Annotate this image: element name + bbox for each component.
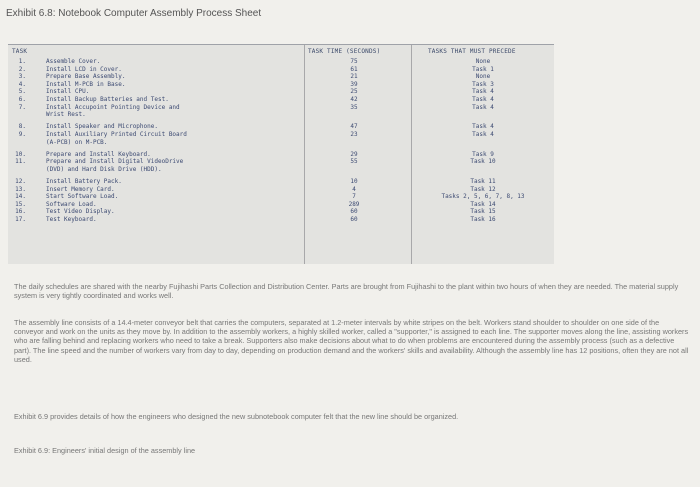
- task-description: Prepare and Install Digital VideoDrive: [46, 158, 184, 166]
- task-description: Test Keyboard.: [46, 216, 97, 224]
- task-description: Install LCD in Cover.: [46, 65, 122, 73]
- task-description: (A-PCB) on M-PCB.: [46, 138, 108, 146]
- task-description: Software Load.: [46, 200, 97, 208]
- task-time: 35: [350, 103, 358, 111]
- process-sheet-table: [8, 44, 554, 264]
- task-number: 3.: [18, 73, 26, 81]
- task-time: 61: [350, 65, 358, 73]
- task-description: Install M-PCB in Base.: [46, 80, 126, 88]
- task-time: 10: [350, 178, 358, 186]
- task-time: 29: [350, 150, 358, 158]
- task-number: 5.: [18, 88, 26, 96]
- task-description: Start Software Load.: [46, 193, 119, 201]
- task-predecessor: Task 12: [470, 185, 496, 193]
- task-number: 14.: [15, 193, 26, 201]
- task-number: 9.: [18, 130, 26, 138]
- task-number: 16.: [15, 208, 26, 216]
- task-description: Wrist Rest.: [46, 111, 86, 119]
- task-time: 47: [350, 123, 358, 131]
- exhibit-title: Exhibit 6.8: Notebook Computer Assembly Process Sheet: [6, 8, 262, 19]
- exhibit-caption: Exhibit 6.9: Engineers' initial design of the assembly line: [14, 446, 196, 455]
- task-number: 15.: [15, 200, 26, 208]
- task-predecessor: Task 4: [472, 103, 494, 111]
- task-description: Assemble Cover.: [46, 58, 101, 65]
- task-time: 25: [350, 88, 358, 96]
- task-number: 11.: [15, 158, 26, 166]
- task-predecessor: Task 4: [472, 88, 494, 96]
- task-number: 13.: [15, 185, 26, 193]
- task-header: TASK: [12, 48, 28, 55]
- task-number: 2.: [18, 65, 26, 73]
- time-header: TASK TIME (SECONDS): [308, 48, 381, 55]
- task-predecessor: Tasks 2, 5, 6, 7, 8, 13: [441, 193, 525, 201]
- task-predecessor: Task 16: [470, 216, 496, 224]
- task-number: 1.: [18, 58, 26, 65]
- paragraph-supply: The daily schedules are shared with the nearby Fujihashi Parts Collection and Distribution Center. Parts are brought from Fujihashi to the plant within two hours of when they are needed. The material supply system is very tightly coordinated and works well.: [14, 282, 679, 301]
- task-description: Install Auxiliary Printed Circuit Board: [46, 130, 187, 138]
- task-time: 39: [350, 80, 358, 88]
- task-description: Install Accupoint Pointing Device and: [46, 103, 180, 111]
- task-number: 4.: [18, 80, 26, 88]
- column-divider: [304, 45, 305, 264]
- task-description: Test Video Display.: [46, 208, 115, 216]
- task-description: Insert Memory Card.: [46, 185, 115, 193]
- task-predecessor: Task 9: [472, 150, 494, 158]
- task-time: 60: [350, 208, 358, 216]
- task-description: Install CPU.: [46, 88, 90, 96]
- task-predecessor: None: [475, 58, 491, 65]
- task-description: Prepare and Install Keyboard.: [46, 150, 151, 158]
- task-time: 75: [350, 58, 358, 65]
- task-time: 289: [348, 200, 360, 208]
- task-description: (DVD) and Hard Disk Drive (HDD).: [46, 165, 162, 173]
- task-number: 12.: [15, 178, 26, 186]
- task-predecessor: Task 4: [472, 130, 494, 138]
- task-description: Install Speaker and Microphone.: [46, 123, 158, 131]
- task-predecessor: None: [475, 73, 491, 81]
- task-predecessor: Task 15: [470, 208, 496, 216]
- task-predecessor: Task 3: [472, 80, 494, 88]
- task-description: Prepare Base Assembly.: [46, 73, 126, 81]
- task-predecessor: Task 10: [470, 158, 496, 166]
- task-time: 42: [350, 96, 358, 103]
- paragraph-exhibit-ref: Exhibit 6.9 provides details of how the engineers who designed the new subnotebook computer felt that the new line should be organized.: [14, 412, 459, 421]
- task-predecessor: Task 14: [470, 200, 496, 208]
- task-number: 8.: [18, 123, 26, 131]
- precede-header: TASKS THAT MUST PRECEDE: [428, 48, 516, 55]
- task-time: 55: [350, 158, 358, 166]
- paragraph-assembly-line: The assembly line consists of a 14.4-meter conveyor belt that carries the computers, separated at 1.2-meter intervals by white stripes on the belt. Workers stand shoulder to shoulder on one side of the conveyor and work on the units as they move by. In addition to the assembly workers, a highly skilled worker, called a "supporter," is assigned to each line. The supporter moves along the line, assisting workers who are falling behind and replacing workers who need to take a break. Supporters also make decisions about what to do when problems are encountered during the assembly process (such as a defective part). The line speed and the number of workers vary from day to day, depending on production demand and the workers' skills and availability. Although the assembly line has 12 positions, often they are not all used.: [14, 318, 689, 364]
- column-divider: [411, 45, 412, 264]
- task-number: 10.: [15, 150, 26, 158]
- task-number: 6.: [18, 96, 26, 103]
- task-number: 7.: [18, 103, 26, 111]
- task-number: 17.: [15, 216, 26, 224]
- task-time: 23: [350, 130, 358, 138]
- task-predecessor: Task 4: [472, 123, 494, 131]
- task-description: Install Battery Pack.: [46, 178, 122, 186]
- task-time: 4: [352, 185, 356, 193]
- task-predecessor: Task 11: [470, 178, 496, 186]
- task-time: 60: [350, 216, 358, 224]
- task-predecessor: Task 1: [472, 65, 494, 73]
- task-description: Install Backup Batteries and Test.: [46, 96, 169, 103]
- task-time: 21: [350, 73, 358, 81]
- task-predecessor: Task 4: [472, 96, 494, 103]
- task-time: 7: [352, 193, 356, 201]
